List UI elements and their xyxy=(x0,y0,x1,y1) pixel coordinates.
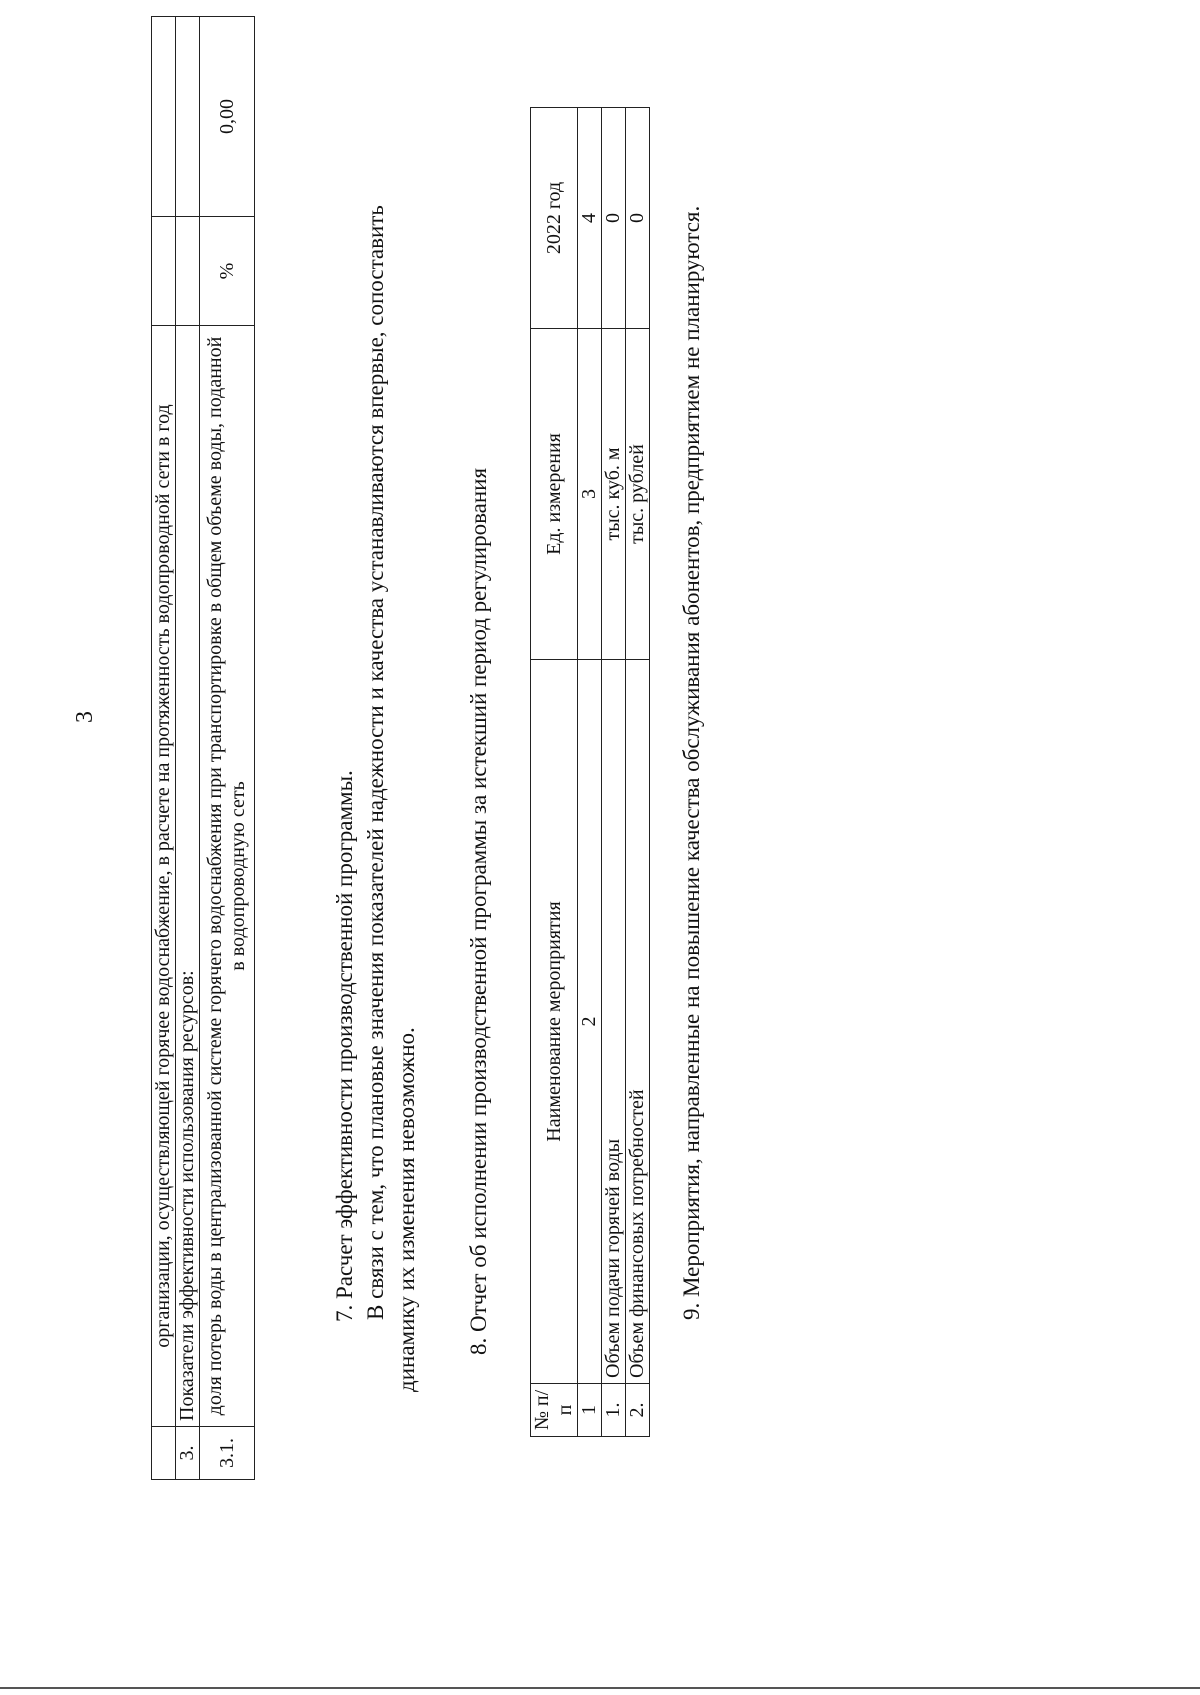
row-number xyxy=(152,1427,176,1480)
column-index: 3 xyxy=(578,329,602,660)
table-row xyxy=(152,17,176,1480)
measure-name: Объем подачи горячей воды xyxy=(602,660,626,1384)
measure-name: Объем финансовых потребностей xyxy=(626,660,650,1384)
program-report-table xyxy=(530,107,650,1437)
row-number: 3.1. xyxy=(200,1427,255,1480)
section-9-text: 9. Мероприятия, направленные на повышение качества обслуживания абонентов, предприятием не планируются. xyxy=(679,205,704,1320)
unit-cell: % xyxy=(200,217,255,326)
section-7-heading: 7. Расчет эффективности производственной программы. xyxy=(332,770,357,1322)
unit-cell: тыс. куб. м xyxy=(602,329,626,660)
page-number: 3 xyxy=(72,711,98,723)
value-cell: 0 xyxy=(602,108,626,329)
column-header: Наименование мероприятия xyxy=(531,660,578,1384)
section-8-heading: 8. Отчет об исполнении производственной программы за истекший период регулирования xyxy=(466,467,491,1355)
unit-cell xyxy=(176,217,200,326)
unit-cell: тыс. рублей xyxy=(626,329,650,660)
unit-cell xyxy=(152,217,176,326)
section-7-text-line2: динамику их изменения невозможно. xyxy=(394,1027,419,1392)
column-index: 4 xyxy=(578,108,602,329)
column-header: № п/п xyxy=(531,1384,578,1437)
value-cell xyxy=(176,17,200,217)
table-row xyxy=(602,108,626,1437)
table-row xyxy=(200,17,255,1480)
indicator-name: доля потерь воды в централизованной системе горячего водоснабжения при транспортировке в общем объеме воды, поданной в водопроводную сеть xyxy=(200,326,255,1427)
bottom-divider xyxy=(0,1687,1200,1689)
section-7-text-line1: В связи с тем, что плановые значения показателей надежности и качества устанавливаются впервые, сопоставить xyxy=(363,205,388,1320)
column-index: 1 xyxy=(578,1384,602,1437)
row-number: 3. xyxy=(176,1427,200,1480)
column-header: Ед. измерения xyxy=(531,329,578,660)
table-row xyxy=(176,17,200,1480)
table-header-row xyxy=(531,108,578,1437)
value-cell xyxy=(152,17,176,217)
column-header: 2022 год xyxy=(531,108,578,329)
value-cell: 0 xyxy=(626,108,650,329)
column-index: 2 xyxy=(578,660,602,1384)
row-number: 2. xyxy=(626,1384,650,1437)
table-row xyxy=(626,108,650,1437)
indicator-name: Показатели эффективности использования ресурсов: xyxy=(176,326,200,1427)
indicator-name: организации, осуществляющей горячее водоснабжение, в расчете на протяженность водопроводной сети в год xyxy=(152,326,176,1427)
value-cell: 0,00 xyxy=(200,17,255,217)
indicators-table xyxy=(151,16,255,1480)
table-index-row xyxy=(578,108,602,1437)
row-number: 1. xyxy=(602,1384,626,1437)
